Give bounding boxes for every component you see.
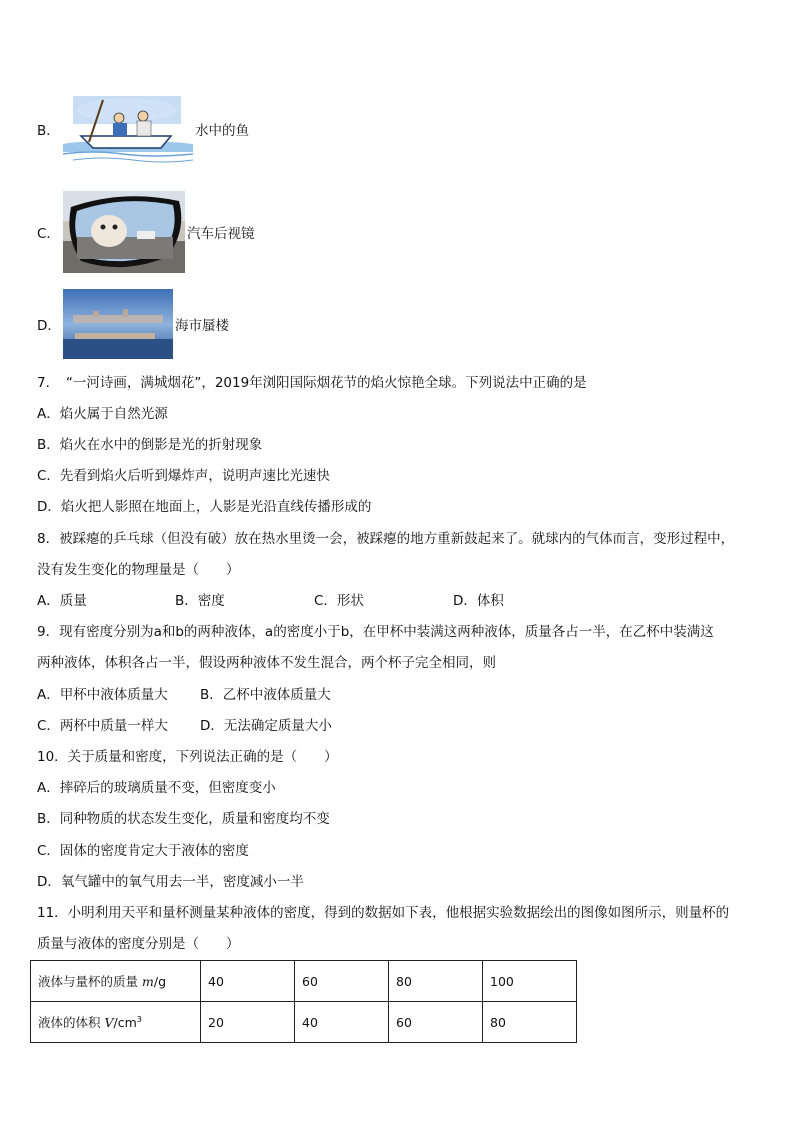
option-d-row — [37, 289, 229, 359]
q9-option-b: B．乙杯中液体质量大 — [200, 687, 331, 703]
q10-option-b: B．同种物质的状态发生变化，质量和密度均不变 — [37, 811, 330, 827]
q7-option-a: A．焰火属于自然光源 — [37, 406, 168, 422]
q9-option-a: A．甲杯中液体质量大 — [37, 687, 168, 703]
question-8-stem-line2: 没有发生变化的物理量是（ ） — [37, 562, 240, 578]
boat-fishing-picture — [63, 92, 193, 166]
question-7-stem: 7． “一河诗画，满城烟花”，2019年浏阳国际烟花节的焰火惊艳全球。下列说法中正确的是 — [37, 375, 587, 391]
table-cell: 100 — [483, 961, 577, 1002]
q9-option-c: C．两杯中质量一样大 — [37, 718, 168, 734]
data-table — [30, 960, 577, 1043]
q8-option-d: D．体积 — [453, 593, 504, 609]
q7-option-b: B．焰火在水中的倒影是光的折射现象 — [37, 437, 263, 453]
table-cell: 80 — [389, 961, 483, 1002]
question-11-stem-line2: 质量与液体的密度分别是（ ） — [37, 936, 240, 952]
question-9-stem-line2: 两种液体，体积各占一半，假设两种液体不发生混合，两个杯子完全相同，则 — [37, 655, 496, 671]
q10-option-c: C．固体的密度肯定大于液体的密度 — [37, 843, 249, 859]
table-cell: 80 — [483, 1002, 577, 1043]
option-caption: 海市蜃楼 — [175, 318, 229, 334]
option-b-row — [37, 92, 249, 166]
row-header-mass: 液体与量杯的质量 m/g — [31, 961, 201, 1002]
question-9-stem-line1: 9．现有密度分别为a和b的两种液体，a的密度小于b，在甲杯中装满这两种液体，质量各占一半，在乙杯中装满这 — [37, 624, 714, 640]
question-11-stem-line1: 11．小明利用天平和量杯测量某种液体的密度，得到的数据如下表，他根据实验数据绘出的图像如图所示，则量杯的 — [37, 905, 730, 921]
option-letter: B． — [37, 123, 60, 139]
option-letter: C． — [37, 226, 60, 242]
q10-option-a: A．摔碎后的玻璃质量不变，但密度变小 — [37, 780, 276, 796]
table-row — [31, 961, 577, 1002]
table-cell: 40 — [295, 1002, 389, 1043]
q9-option-d: D．无法确定质量大小 — [200, 718, 332, 734]
table-cell: 60 — [295, 961, 389, 1002]
option-caption: 汽车后视镜 — [187, 226, 255, 242]
q7-option-d: D．焰火把人影照在地面上，人影是光沿直线传播形成的 — [37, 499, 372, 515]
q8-option-b: B．密度 — [175, 593, 225, 609]
table-row — [31, 1002, 577, 1043]
mirage-picture — [63, 289, 173, 359]
table-cell: 60 — [389, 1002, 483, 1043]
q7-option-c: C．先看到焰火后听到爆炸声，说明声速比光速快 — [37, 468, 330, 484]
q8-option-c: C．形状 — [314, 593, 364, 609]
option-caption: 水中的鱼 — [195, 123, 249, 139]
question-10-stem: 10．关于质量和密度，下列说法正确的是（ ） — [37, 749, 338, 765]
row-header-volume: 液体的体积 $V/cm^3$ — [31, 1002, 201, 1043]
q8-option-a: A．质量 — [37, 593, 87, 609]
option-c-row — [37, 191, 255, 273]
car-mirror-picture — [63, 191, 185, 273]
table-cell: 40 — [201, 961, 295, 1002]
option-letter: D． — [37, 318, 61, 334]
question-8-stem-line1: 8．被踩瘪的乒乓球（但没有破）放在热水里烫一会，被踩瘪的地方重新鼓起来了。就球内的气体而言，变形过程中， — [37, 531, 735, 547]
q10-option-d: D．氧气罐中的氧气用去一半，密度减小一半 — [37, 874, 304, 890]
table-cell: 20 — [201, 1002, 295, 1043]
